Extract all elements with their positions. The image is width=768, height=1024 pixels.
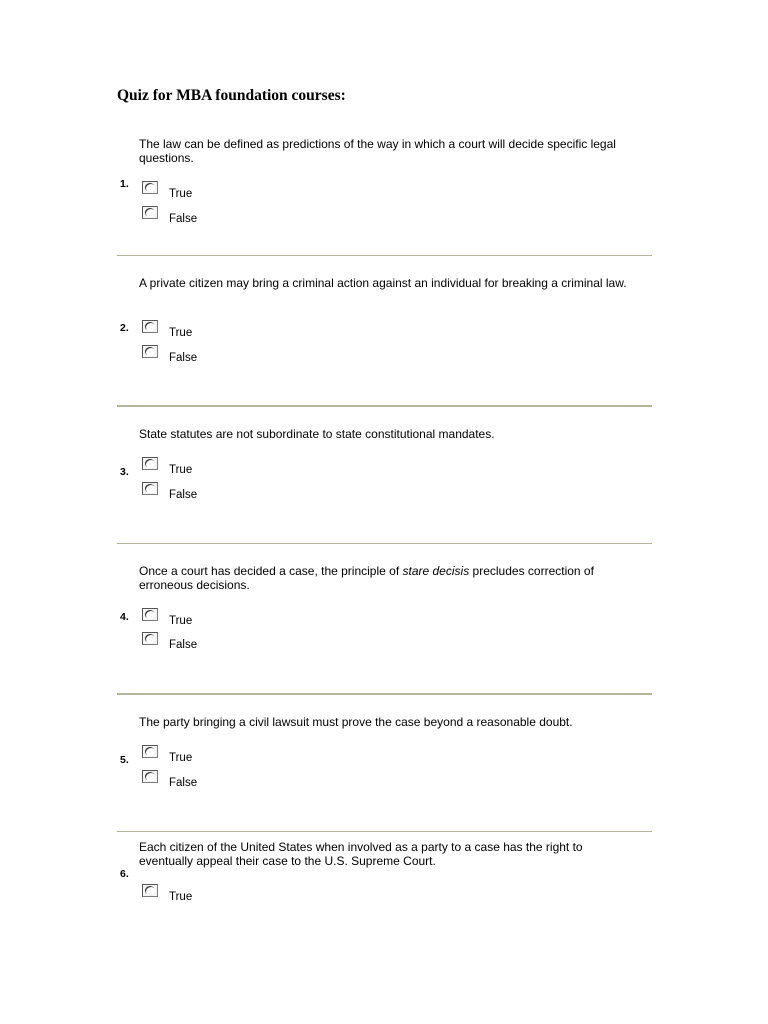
divider xyxy=(117,543,652,544)
option-label: True xyxy=(169,464,193,476)
question-text xyxy=(139,564,639,592)
question-text-end: precludes correction of erroneous decisions. xyxy=(139,564,594,592)
option-label: True xyxy=(169,327,193,339)
question-number: 6. xyxy=(120,868,129,880)
divider xyxy=(117,255,652,256)
question-number: 5. xyxy=(120,754,129,766)
radio-button[interactable] xyxy=(142,345,158,358)
option-false[interactable] xyxy=(142,482,262,501)
radio-button[interactable] xyxy=(142,884,158,897)
option-label: True xyxy=(169,615,193,627)
option-label: False xyxy=(169,777,198,789)
option-true[interactable] xyxy=(142,457,262,476)
question-text-start: Once a court has decided a case, the principle of xyxy=(139,564,403,578)
question-number: 2. xyxy=(120,322,129,334)
option-label: False xyxy=(169,489,198,501)
page-title: Quiz for MBA foundation courses: xyxy=(117,87,346,104)
option-label: True xyxy=(169,188,193,200)
option-false[interactable] xyxy=(142,345,262,364)
option-true[interactable] xyxy=(142,745,262,764)
radio-button[interactable] xyxy=(142,745,158,758)
divider xyxy=(117,831,652,832)
option-false[interactable] xyxy=(142,632,262,651)
question-text: State statutes are not subordinate to state constitutional mandates. xyxy=(139,427,495,441)
radio-button[interactable] xyxy=(142,632,158,645)
question-text: The law can be defined as predictions of the way in which a court will decide specific legal questions. xyxy=(139,137,616,165)
option-true[interactable] xyxy=(142,181,262,200)
radio-button[interactable] xyxy=(142,482,158,495)
question-text: Each citizen of the United States when involved as a party to a case has the right to eventually appeal their case to the U.S. Supreme Court. xyxy=(139,840,583,868)
radio-button[interactable] xyxy=(142,770,158,783)
option-true[interactable] xyxy=(142,884,262,903)
question-number: 4. xyxy=(120,611,129,623)
question-text: The party bringing a civil lawsuit must prove the case beyond a reasonable doubt. xyxy=(139,715,573,729)
option-label: False xyxy=(169,352,198,364)
radio-button[interactable] xyxy=(142,206,158,219)
radio-button[interactable] xyxy=(142,320,158,333)
divider xyxy=(117,693,652,695)
option-false[interactable] xyxy=(142,206,262,225)
option-label: False xyxy=(169,213,198,225)
option-label: True xyxy=(169,752,193,764)
question-text-emphasis: stare decisis xyxy=(402,564,470,578)
question-number: 1. xyxy=(120,178,129,190)
option-true[interactable] xyxy=(142,608,262,627)
radio-button[interactable] xyxy=(142,457,158,470)
radio-button[interactable] xyxy=(142,608,158,621)
divider xyxy=(117,405,652,407)
option-label: True xyxy=(169,891,193,903)
question-number: 3. xyxy=(120,466,129,478)
option-true[interactable] xyxy=(142,320,262,339)
option-label: False xyxy=(169,639,198,651)
option-false[interactable] xyxy=(142,770,262,789)
question-text: A private citizen may bring a criminal action against an individual for breaking a criminal law. xyxy=(139,276,627,290)
radio-button[interactable] xyxy=(142,181,158,194)
